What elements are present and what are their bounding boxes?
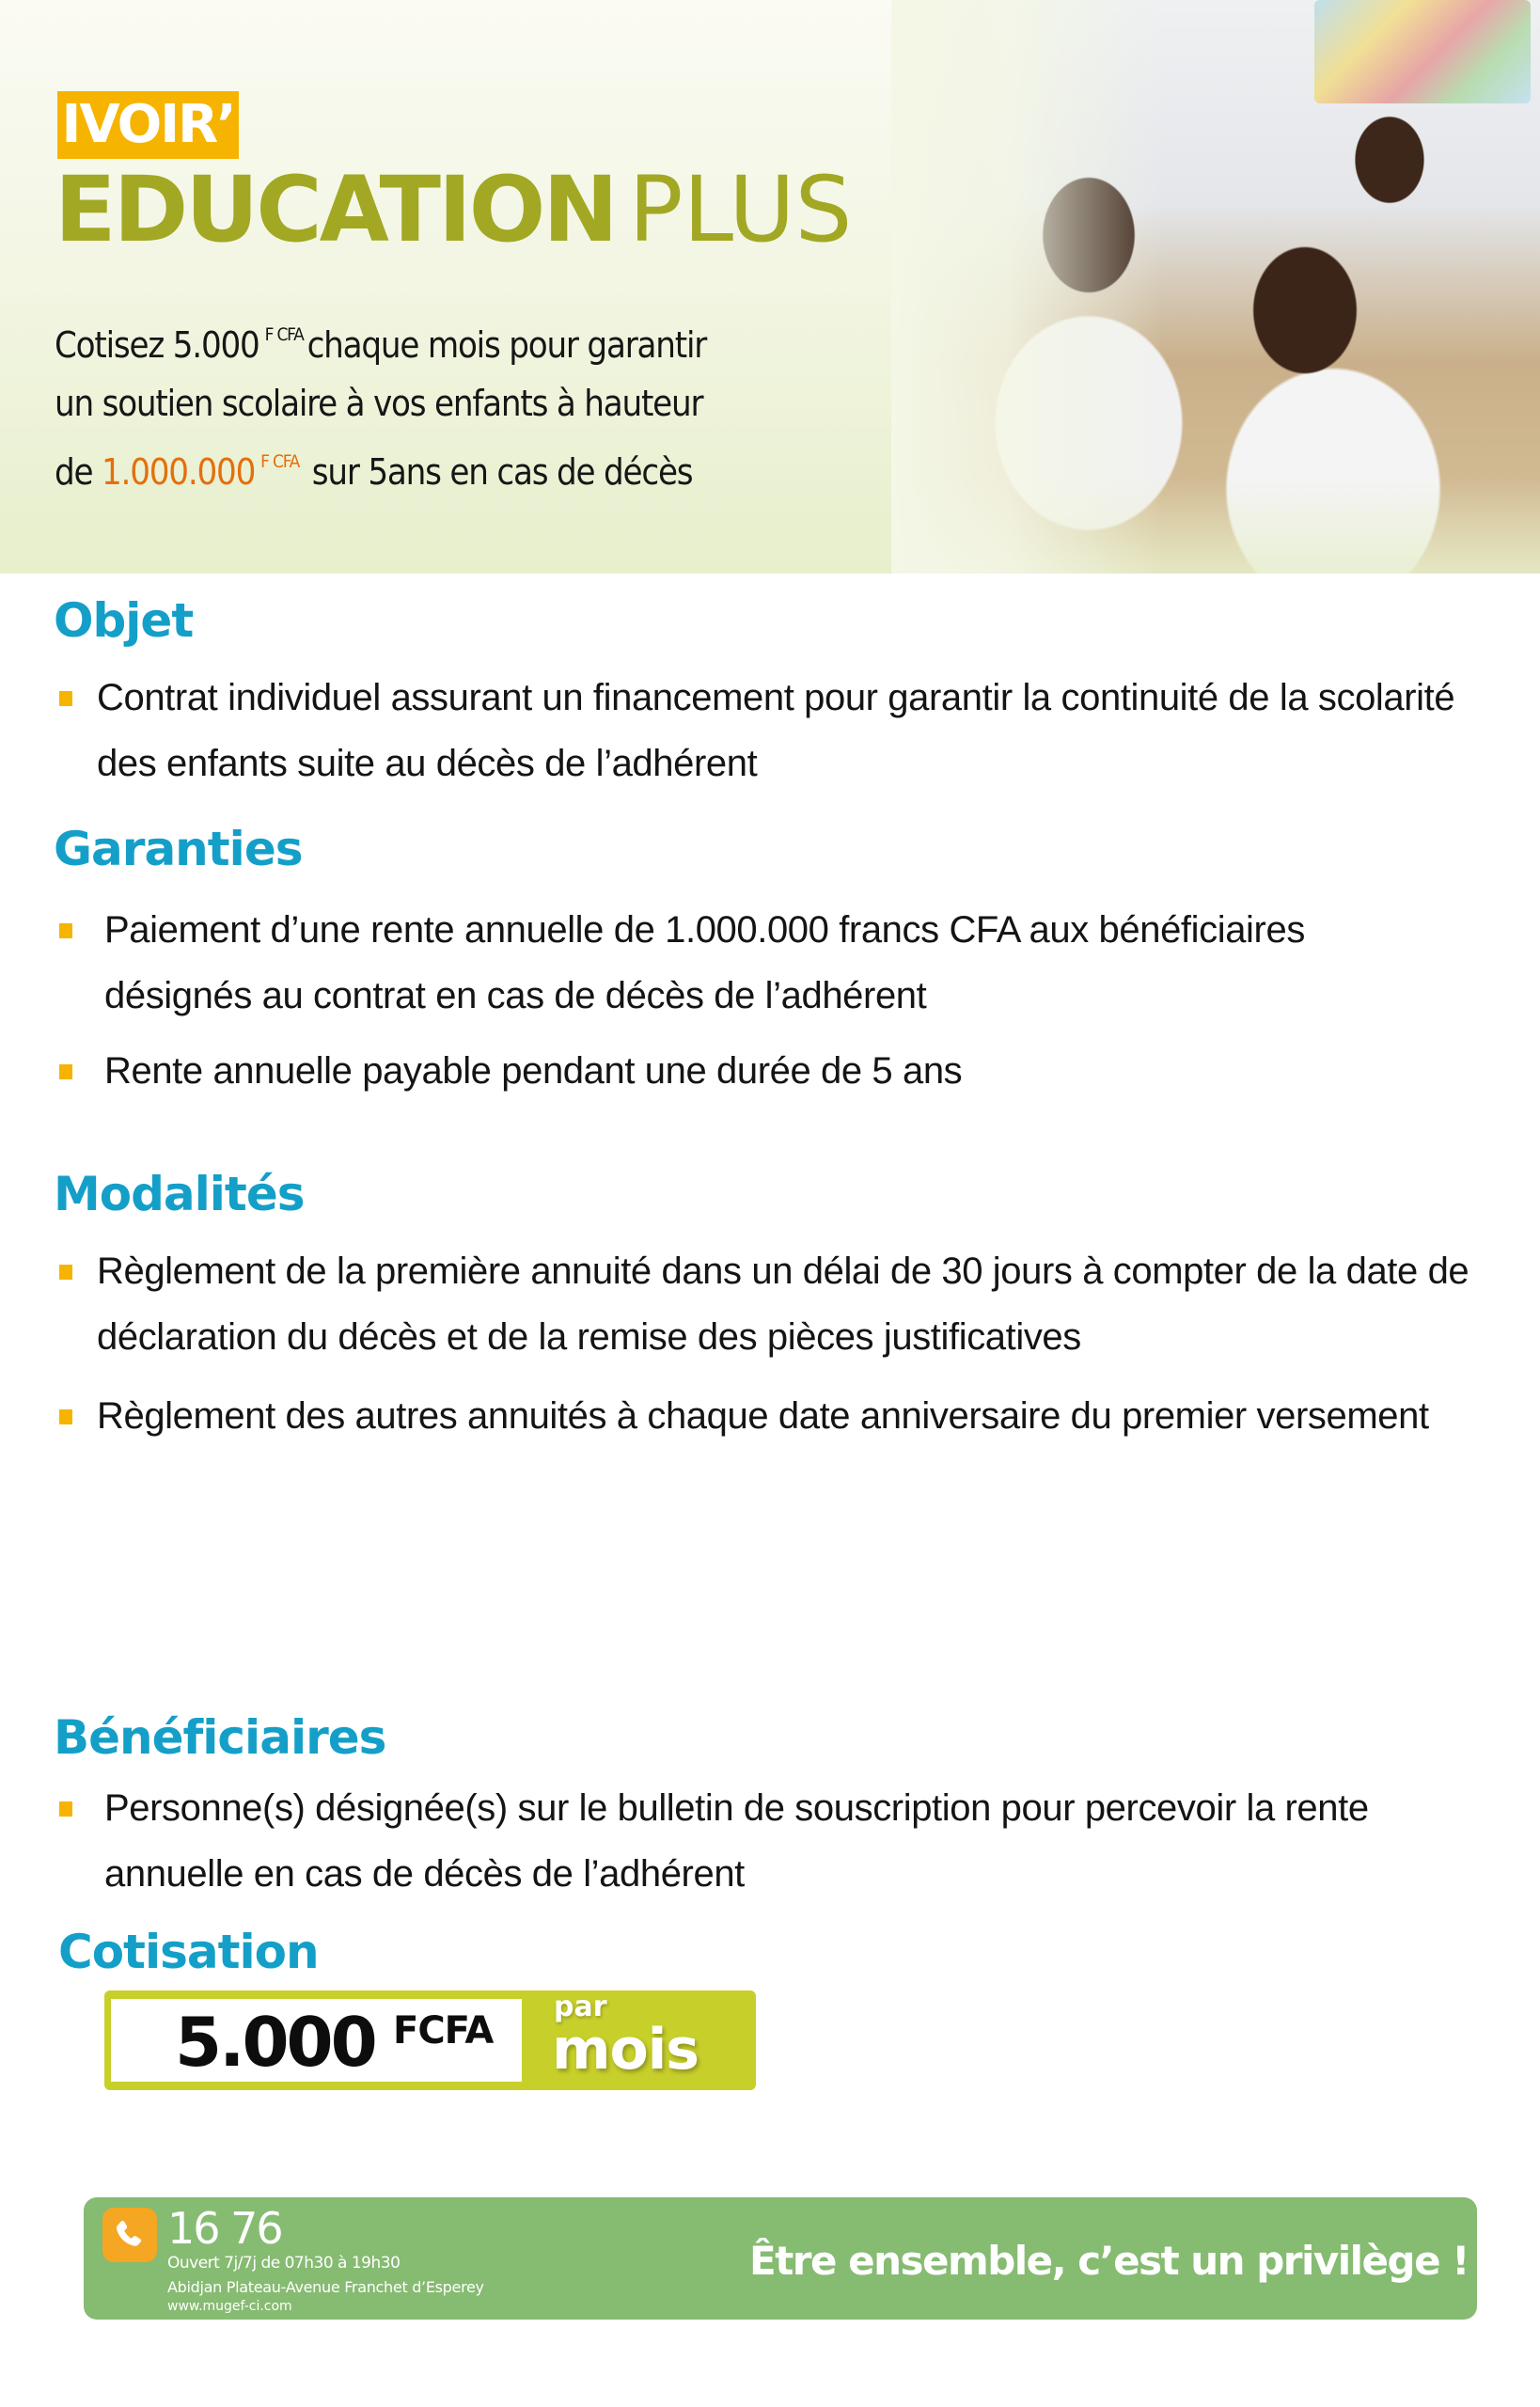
address: Abidjan Plateau-Avenue Franchet d’Esperey <box>167 2278 484 2296</box>
section-title-modalites: Modalités <box>54 1167 305 1221</box>
list-item: Rente annuelle payable pendant une durée de 5 ans <box>54 1038 1492 1104</box>
price-amount-panel <box>111 1999 522 2082</box>
list-item: Personne(s) désignée(s) sur le bulletin de souscription pour percevoir la rente annuelle en cas de décès de l’adhérent <box>54 1775 1492 1907</box>
brand-badge: IVOIR’ <box>57 91 239 159</box>
website-link[interactable]: www.mugef-ci.com <box>167 2299 292 2314</box>
currency-superscript: F CFA <box>260 451 300 472</box>
square-bullet-icon <box>59 1409 72 1424</box>
square-bullet-icon <box>59 1801 72 1817</box>
section-title-garanties: Garanties <box>54 822 303 876</box>
price-currency: FCFA <box>393 2009 494 2053</box>
product-title-light: PLUS <box>628 157 853 262</box>
opening-hours: Ouvert 7j/7j de 07h30 à 19h30 <box>167 2254 401 2273</box>
square-bullet-icon <box>59 1064 72 1079</box>
garanties-list <box>54 897 1492 1104</box>
section-title-objet: Objet <box>54 593 194 648</box>
square-bullet-icon <box>59 923 72 938</box>
currency-superscript: F CFA <box>264 324 304 345</box>
product-title-bold: EDUCATION <box>55 157 616 262</box>
section-title-beneficiaires: Bénéficiaires <box>54 1710 386 1765</box>
footer-contact-bar <box>84 2197 1477 2320</box>
hero-tagline: Cotisez 5.000 $^{F CFA}$ chaque mois pour garantir un soutien scolaire à vos enfants à hauteur de 1.000.000 $^{F CFA}$ sur 5ans en cas de décès <box>55 324 707 493</box>
highlight-amount: 1.000.000 <box>102 451 256 493</box>
list-item: Contrat individuel assurant un financement pour garantir la continuité de la scolarité des enfants suite au décès de l’adhérent <box>54 665 1492 796</box>
square-bullet-icon <box>59 1265 72 1280</box>
list-item: Règlement des autres annuités à chaque date anniversaire du premier versement <box>54 1383 1492 1449</box>
list-item: Paiement d’une rente annuelle de 1.000.000 francs CFA aux bénéficiaires désignés au contrat en cas de décès de l’adhérent <box>54 897 1492 1029</box>
section-title-cotisation: Cotisation <box>58 1925 319 1979</box>
phone-icon <box>102 2208 157 2262</box>
square-bullet-icon <box>59 691 72 706</box>
phone-handset-icon <box>111 2216 149 2254</box>
hero-banner <box>0 0 1540 574</box>
modalites-list <box>54 1238 1492 1449</box>
beneficiaires-list <box>54 1775 1492 1907</box>
phone-number[interactable]: 16 76 <box>167 2203 282 2254</box>
price-box <box>104 1990 756 2090</box>
slogan: Être ensemble, c’est un privilège ! <box>749 2238 1469 2284</box>
price-period-small: par <box>554 1990 607 2023</box>
price-period-big: mois <box>552 2017 699 2083</box>
classroom-photo <box>891 0 1540 574</box>
objet-list <box>54 665 1492 796</box>
price-amount: 5.000 <box>175 2003 375 2082</box>
product-title <box>55 158 852 261</box>
list-item: Règlement de la première annuité dans un délai de 30 jours à compter de la date de déclaration du décès et de la remise des pièces justificatives <box>54 1238 1492 1370</box>
